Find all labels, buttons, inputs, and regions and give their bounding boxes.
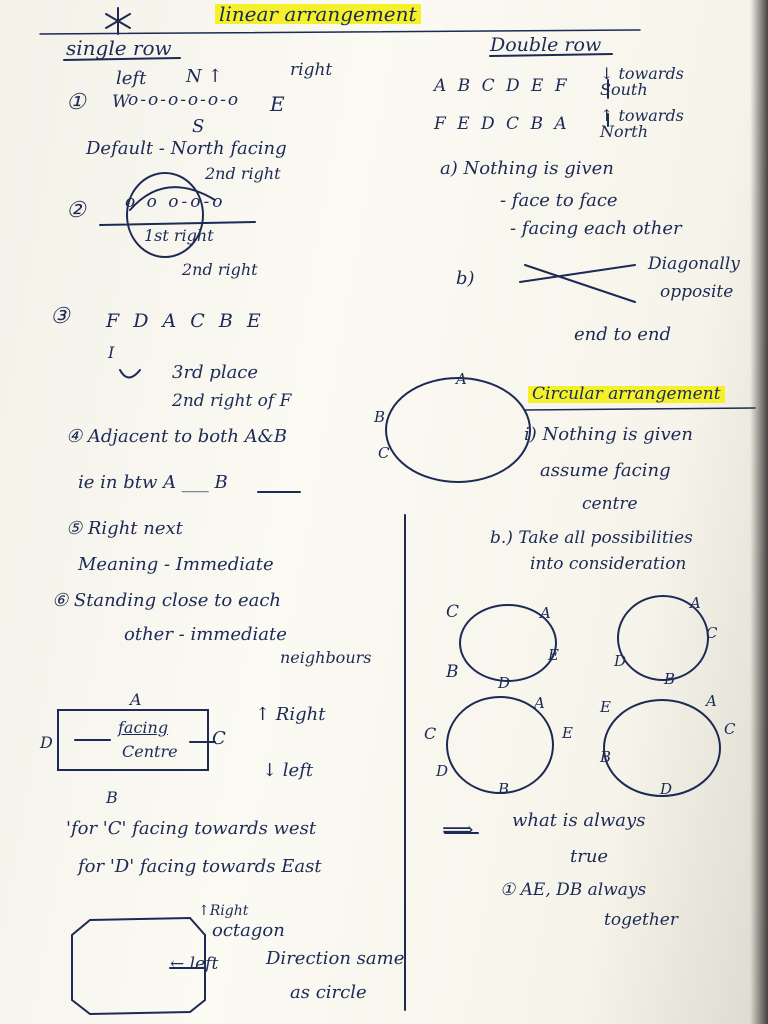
p2-second-right: 2nd right: [205, 164, 281, 183]
p4-adjacent: ④ Adjacent to both A&B: [66, 426, 287, 447]
c1-c: C: [446, 602, 460, 622]
p1-right-label: right: [290, 60, 333, 80]
a-nothing-given: a) Nothing is given: [440, 158, 614, 179]
towards-north: ↑ towards North: [600, 106, 684, 141]
p3-number: ③: [50, 304, 70, 329]
for-d-note: for 'D' facing towards East: [78, 856, 322, 877]
c1-d: D: [498, 674, 511, 692]
diagonal-2: [525, 265, 635, 302]
p2-seats: o o o-o-o: [125, 192, 226, 212]
page-title: linear arrangement: [215, 4, 421, 24]
opposite: opposite: [660, 282, 734, 302]
rect-c: C: [212, 728, 226, 749]
oct-as-circle: as circle: [290, 982, 367, 1003]
together-label: together: [604, 910, 678, 930]
c3-e: E: [562, 724, 573, 742]
facing-each-other: - facing each other: [510, 218, 682, 239]
double-row-1: A B C D E F: [434, 76, 570, 96]
for-c-note: 'for 'C' facing towards west: [66, 818, 317, 839]
p1-north-label: N ↑: [186, 66, 223, 87]
oct-left: ← left: [170, 954, 219, 974]
meaning-immediate: Meaning - Immediate: [78, 554, 274, 575]
double-row-heading: Double row: [490, 34, 602, 56]
p1-number: ①: [66, 90, 86, 115]
p1-west: W: [112, 92, 130, 112]
diagonally: Diagonally: [648, 254, 740, 274]
c1-e: E: [548, 646, 559, 664]
rect-left: ↓ left: [262, 760, 314, 781]
c3-a: A: [534, 694, 545, 712]
circular-underline: [525, 408, 755, 410]
what-always: what is always: [512, 810, 646, 831]
double-row-2: F E D C B A: [434, 114, 570, 134]
c2-b: B: [664, 670, 676, 688]
ae-db-always: ① AE, DB always: [500, 880, 647, 900]
main-circle-c: C: [378, 444, 390, 462]
c2-d: D: [614, 652, 627, 670]
oct-direction: Direction same: [266, 948, 405, 969]
oct-right: ↑Right: [198, 903, 249, 919]
oct-octagon: octagon: [212, 920, 285, 941]
p4-ie: ie in btw A ___ B: [78, 472, 228, 493]
p6-standing: ⑥ Standing close to each: [52, 590, 281, 611]
single-row-heading: single row: [66, 36, 172, 60]
c3-c: C: [424, 724, 437, 743]
c1-b: B: [446, 662, 459, 682]
rect-centre: Centre: [122, 742, 178, 761]
towards-south: ↓ towards South: [600, 64, 684, 99]
c4-e: E: [600, 698, 611, 716]
c3-d: D: [436, 762, 449, 780]
c2-a: A: [690, 594, 701, 612]
asterisk-icon: [106, 8, 130, 34]
rect-facing: facing: [118, 718, 169, 737]
implies-arrow: ⟹: [442, 818, 474, 843]
take-all: b.) Take all possibilities: [490, 528, 693, 548]
p3-arrow: [120, 370, 140, 378]
centre-label: centre: [582, 494, 638, 514]
end-to-end: end to end: [574, 324, 672, 345]
c3-b: B: [498, 780, 510, 798]
circular-heading: Circular arrangement: [528, 386, 725, 403]
p6-neighbours: neighbours: [280, 648, 372, 667]
p1-row-dots: o-o-o-o-o-o: [128, 90, 241, 110]
c4-c: C: [724, 720, 736, 738]
p3-second-right-of-f: 2nd right of F: [172, 391, 292, 411]
p6-other: other - immediate: [124, 624, 287, 645]
rect-right: ↑ Right: [255, 704, 326, 725]
p2-line: [100, 222, 255, 225]
into-consideration: into consideration: [530, 554, 687, 574]
p2-first-right: 1st right: [144, 226, 214, 245]
b-label: b): [456, 268, 475, 289]
p2-second-right-below: 2nd right: [182, 260, 258, 279]
rect-a: A: [130, 690, 142, 709]
main-circle-b: B: [374, 408, 386, 426]
p1-east: E: [270, 92, 285, 116]
main-circle: [386, 378, 530, 482]
c4-a: A: [706, 692, 717, 710]
p3-row: F D A C B E: [106, 310, 265, 332]
rect-d: D: [40, 733, 53, 752]
rect-b: B: [106, 788, 118, 807]
c-nothing-given: i) Nothing is given: [524, 424, 693, 445]
c1-a: A: [540, 604, 551, 622]
main-circle-a: A: [456, 370, 467, 388]
c4-b: B: [600, 748, 612, 766]
face-to-face: - face to face: [500, 190, 618, 211]
c2-c: C: [706, 624, 718, 642]
p1-left-label: left: [116, 68, 147, 89]
p2-number: ②: [66, 198, 86, 223]
assume-facing: assume facing: [540, 460, 671, 481]
c4-d: D: [660, 780, 673, 798]
p3-one: I: [108, 343, 115, 362]
p1-south: S: [192, 116, 205, 137]
diagonal-1: [520, 265, 635, 282]
p5-right-next: ⑤ Right next: [66, 518, 183, 539]
p3-third-place: 3rd place: [172, 362, 259, 383]
true-label: true: [570, 846, 609, 867]
default-note: Default - North facing: [86, 138, 287, 159]
